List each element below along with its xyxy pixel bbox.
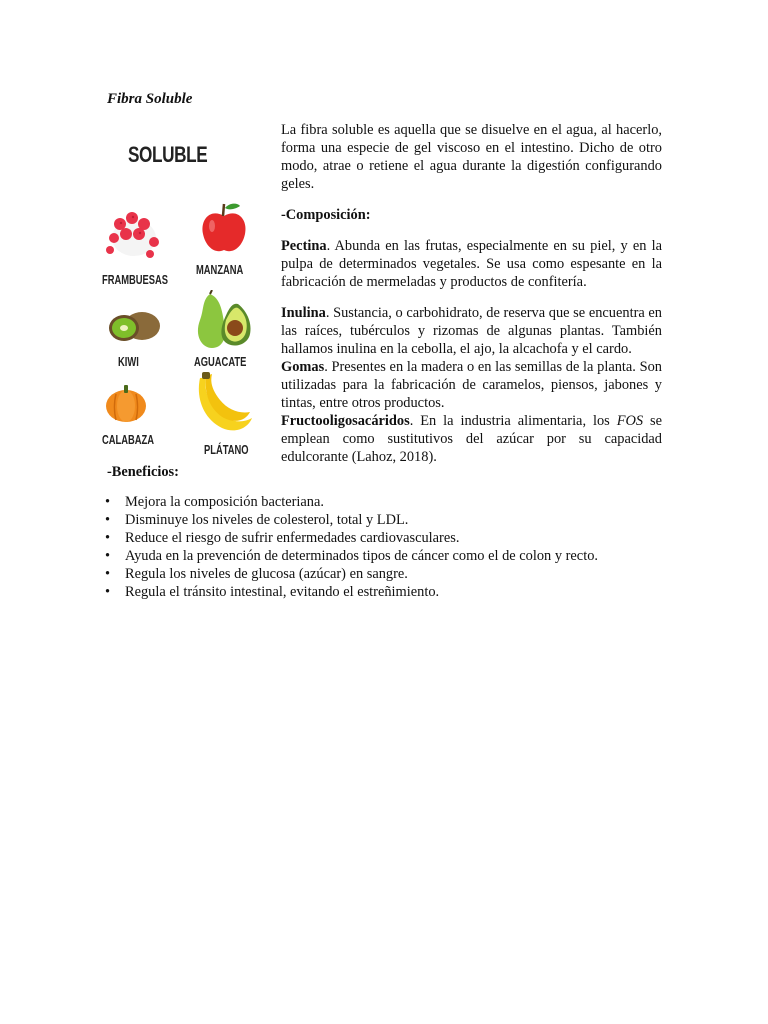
list-item	[105, 529, 598, 547]
fos-abbr: FOS	[616, 413, 644, 429]
inulina-text: . Sustancia, o carbohidrato, de reserva que se encuentra en las raíces, tubérculos y rizomas de algunas plantas. También hallamos inulina en la cebolla, el ajo, la alcachofa y el cardo.	[281, 305, 662, 357]
label-calabaza: CALABAZA	[102, 432, 154, 447]
list-item	[105, 547, 598, 565]
gomas-term: Gomas	[281, 359, 325, 375]
section-title: Fibra Soluble	[107, 91, 193, 107]
label-aguacate: AGUACATE	[194, 354, 247, 369]
pectina-paragraph	[281, 237, 662, 291]
gomas-text: . Presentes en la madera o en las semillas de la planta. Son utilizadas para la fabricación de caramelos, piensos, jabones y tintas, entre otros productos.	[281, 359, 662, 411]
benefit-text: Regula el tránsito intestinal, evitando el estreñimiento.	[125, 584, 440, 600]
list-item	[105, 565, 598, 583]
pectina-term: Pectina	[281, 238, 327, 254]
composicion-heading	[281, 206, 662, 224]
gomas-paragraph	[281, 358, 662, 412]
benefit-text: Mejora la composición bacteriana.	[125, 494, 324, 510]
label-frambuesas: FRAMBUESAS	[102, 272, 169, 287]
kiwi-icon	[106, 308, 162, 344]
fos-text-b: se emplean como sustitutivos del azúcar por su capacidad edulcorante (Lahoz, 2018).	[281, 413, 662, 465]
banana-icon	[192, 372, 256, 436]
bullet: •	[105, 512, 111, 528]
benefit-text: Disminuye los niveles de colesterol, total y LDL.	[125, 512, 409, 528]
list-item	[105, 583, 598, 601]
bullet: •	[105, 584, 111, 600]
list-item	[105, 511, 598, 529]
benefit-text: Ayuda en la prevención de determinados tipos de cáncer como el de colon y recto.	[125, 548, 598, 564]
fos-text-a: . En la industria alimentaria, los	[409, 413, 617, 429]
fos-paragraph	[281, 412, 662, 466]
intro-paragraph: La fibra soluble es aquella que se disuelve en el agua, al hacerlo, forma una especie de gel viscoso en el intestino. Dicho de otro modo, atrae o retiene el agua durante la digestión configurando geles.	[281, 122, 662, 192]
soluble-fiber-figure	[100, 122, 258, 464]
composicion-heading-text: -Composición:	[281, 207, 371, 223]
text-column	[281, 121, 662, 466]
benefit-text: Regula los niveles de glucosa (azúcar) en sangre.	[125, 566, 408, 582]
bullet: •	[105, 548, 111, 564]
benefits-list	[105, 493, 598, 601]
fos-term: Fructooligosacáridos	[281, 413, 410, 429]
apple-icon	[200, 200, 248, 256]
list-item	[105, 493, 598, 511]
inulina-paragraph	[281, 304, 662, 358]
label-kiwi: KIWI	[118, 354, 139, 369]
beneficios-heading: -Beneficios:	[107, 464, 179, 480]
label-manzana: MANZANA	[196, 262, 244, 277]
figure-title: SOLUBLE	[128, 142, 208, 167]
benefit-text: Reduce el riesgo de sufrir enfermedades cardiovasculares.	[125, 530, 460, 546]
inulina-term: Inulina	[281, 305, 326, 321]
bullet: •	[105, 566, 111, 582]
bullet: •	[105, 494, 111, 510]
raspberries-icon	[104, 208, 164, 260]
pectina-text: . Abunda en las frutas, especialmente en su piel, y en la pulpa de determinados vegetales. Se usa como espesante en la fabricación de mermeladas y productos de confitería.	[281, 238, 662, 290]
pumpkin-icon	[104, 382, 148, 424]
label-platano: PLÁTANO	[204, 442, 249, 457]
bullet: •	[105, 530, 111, 546]
avocado-icon	[192, 290, 254, 350]
